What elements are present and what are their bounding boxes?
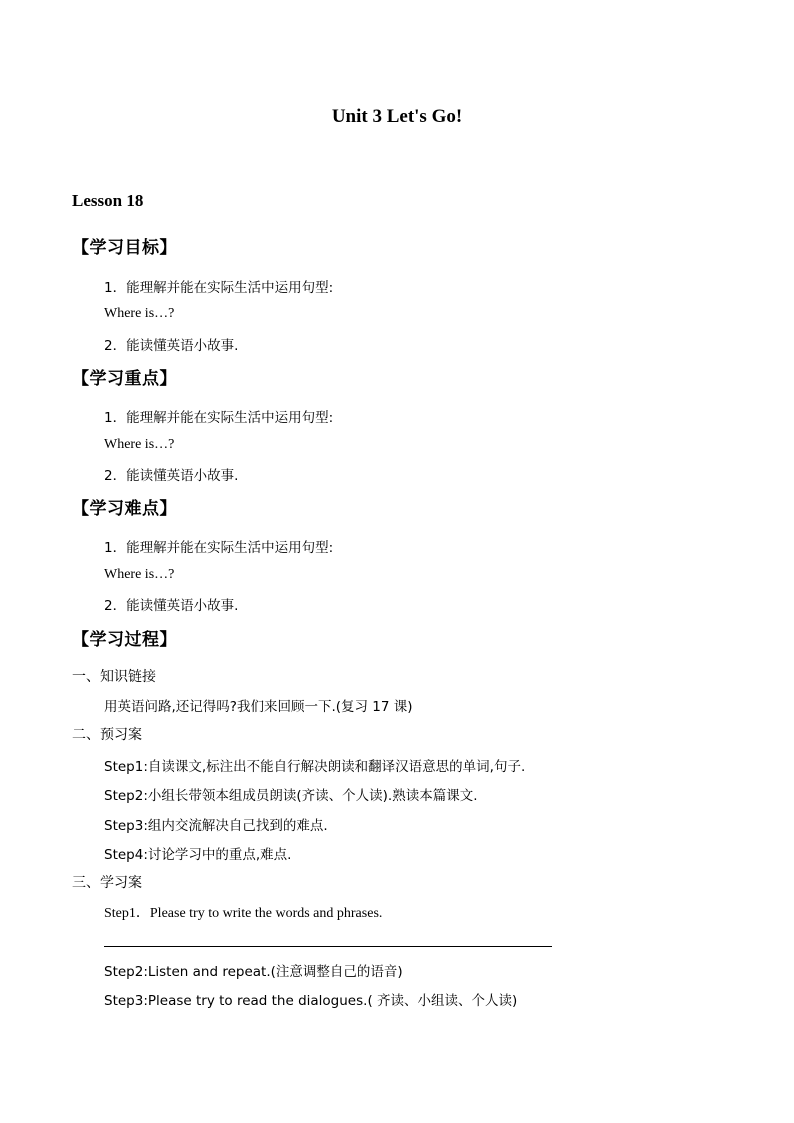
lesson-label: Lesson 18: [72, 191, 144, 210]
preview-step-1: Step1:自读课文,标注出不能自行解决朗读和翻译汉语意思的单词,句子.: [104, 759, 526, 775]
goals-item-1: 1．能理解并能在实际生活中运用句型:: [104, 280, 334, 296]
preview-step-3: Step3:组内交流解决自己找到的难点.: [104, 818, 328, 834]
knowledge-link-line: 用英语问路,还记得吗?我们来回顾一下.(复习 17 课): [104, 699, 413, 715]
preview-step-4: Step4:讨论学习中的重点,难点.: [104, 847, 292, 863]
difficulties-heading: 【学习难点】: [72, 499, 177, 519]
difficulties-pattern: Where is…?: [104, 567, 175, 582]
preview-title: 二、预习案: [72, 727, 142, 743]
knowledge-link-title: 一、知识链接: [72, 669, 156, 685]
study-step-3: Step3:Please try to read the dialogues.( 齐读、小组读、个人读): [104, 993, 518, 1009]
study-title: 三、学习案: [72, 875, 142, 891]
study-step-2: Step2:Listen and repeat.(注意调整自己的语音): [104, 964, 403, 980]
key-points-item-2: 2．能读懂英语小故事.: [104, 468, 239, 484]
goals-pattern: Where is…?: [104, 306, 175, 321]
key-points-item-1: 1．能理解并能在实际生活中运用句型:: [104, 410, 334, 426]
goals-heading: 【学习目标】: [72, 238, 177, 258]
goals-item-2: 2．能读懂英语小故事.: [104, 338, 239, 354]
study-step-1: Step1．Please try to write the words and phrases.: [104, 906, 383, 921]
preview-step-2: Step2:小组长带领本组成员朗读(齐读、个人读).熟读本篇课文.: [104, 788, 478, 804]
key-points-heading: 【学习重点】: [72, 369, 177, 389]
difficulties-item-2: 2．能读懂英语小故事.: [104, 598, 239, 614]
document-title: Unit 3 Let's Go!: [331, 106, 463, 127]
key-points-pattern: Where is…?: [104, 437, 175, 452]
answer-blank-line: [104, 946, 552, 947]
difficulties-item-1: 1．能理解并能在实际生活中运用句型:: [104, 540, 334, 556]
process-heading: 【学习过程】: [72, 630, 177, 650]
